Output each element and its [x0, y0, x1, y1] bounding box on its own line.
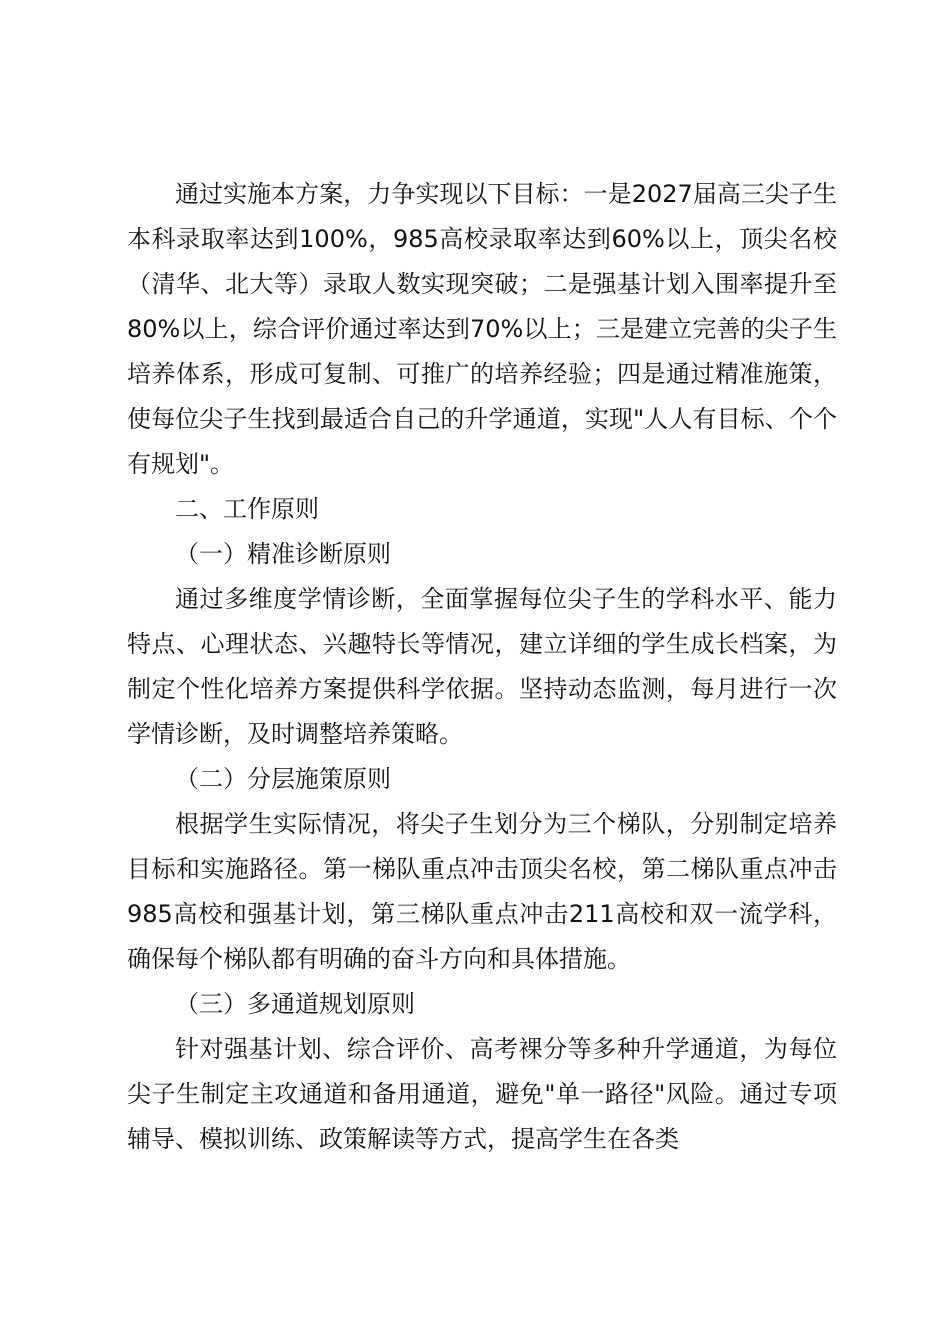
section-heading-principles: 二、工作原则	[175, 495, 319, 523]
subheading-precise-diagnosis: （一）精准诊断原则	[175, 540, 391, 568]
paragraph-precise-diagnosis: 通过多维度学情诊断，全面掌握每位尖子生的学科水平、能力特点、心理状态、兴趣特长等情况，建立详细的学生成长档案，为制定个性化培养方案提供科学依据。坚持动态监测，每月进行一次学情诊断，及时调整培养策略。	[127, 585, 837, 748]
subheading-multi-channel: （三）多通道规划原则	[175, 990, 415, 1018]
document-body	[127, 172, 837, 1162]
subheading-tiered-measures: （二）分层施策原则	[175, 765, 391, 793]
paragraph-multi-channel: 针对强基计划、综合评价、高考裸分等多种升学通道，为每位尖子生制定主攻通道和备用通道，避免"单一路径"风险。通过专项辅导、模拟训练、政策解读等方式，提高学生在各类	[127, 1035, 837, 1153]
paragraph-goals: 通过实施本方案，力争实现以下目标：一是2027届高三尖子生本科录取率达到100%，985高校录取率达到60%以上，顶尖名校（清华、北大等）录取人数实现突破；二是强基计划入围率提升至80%以上，综合评价通过率达到70%以上；三是建立完善的尖子生培养体系，形成可复制、可推广的培养经验；四是通过精准施策，使每位尖子生找到最适合自己的升学通道，实现"人人有目标、个个有规划"。	[127, 180, 837, 478]
paragraph-tiered-measures: 根据学生实际情况，将尖子生划分为三个梯队，分别制定培养目标和实施路径。第一梯队重点冲击顶尖名校，第二梯队重点冲击985高校和强基计划，第三梯队重点冲击211高校和双一流学科，确保每个梯队都有明确的奋斗方向和具体措施。	[127, 810, 837, 973]
